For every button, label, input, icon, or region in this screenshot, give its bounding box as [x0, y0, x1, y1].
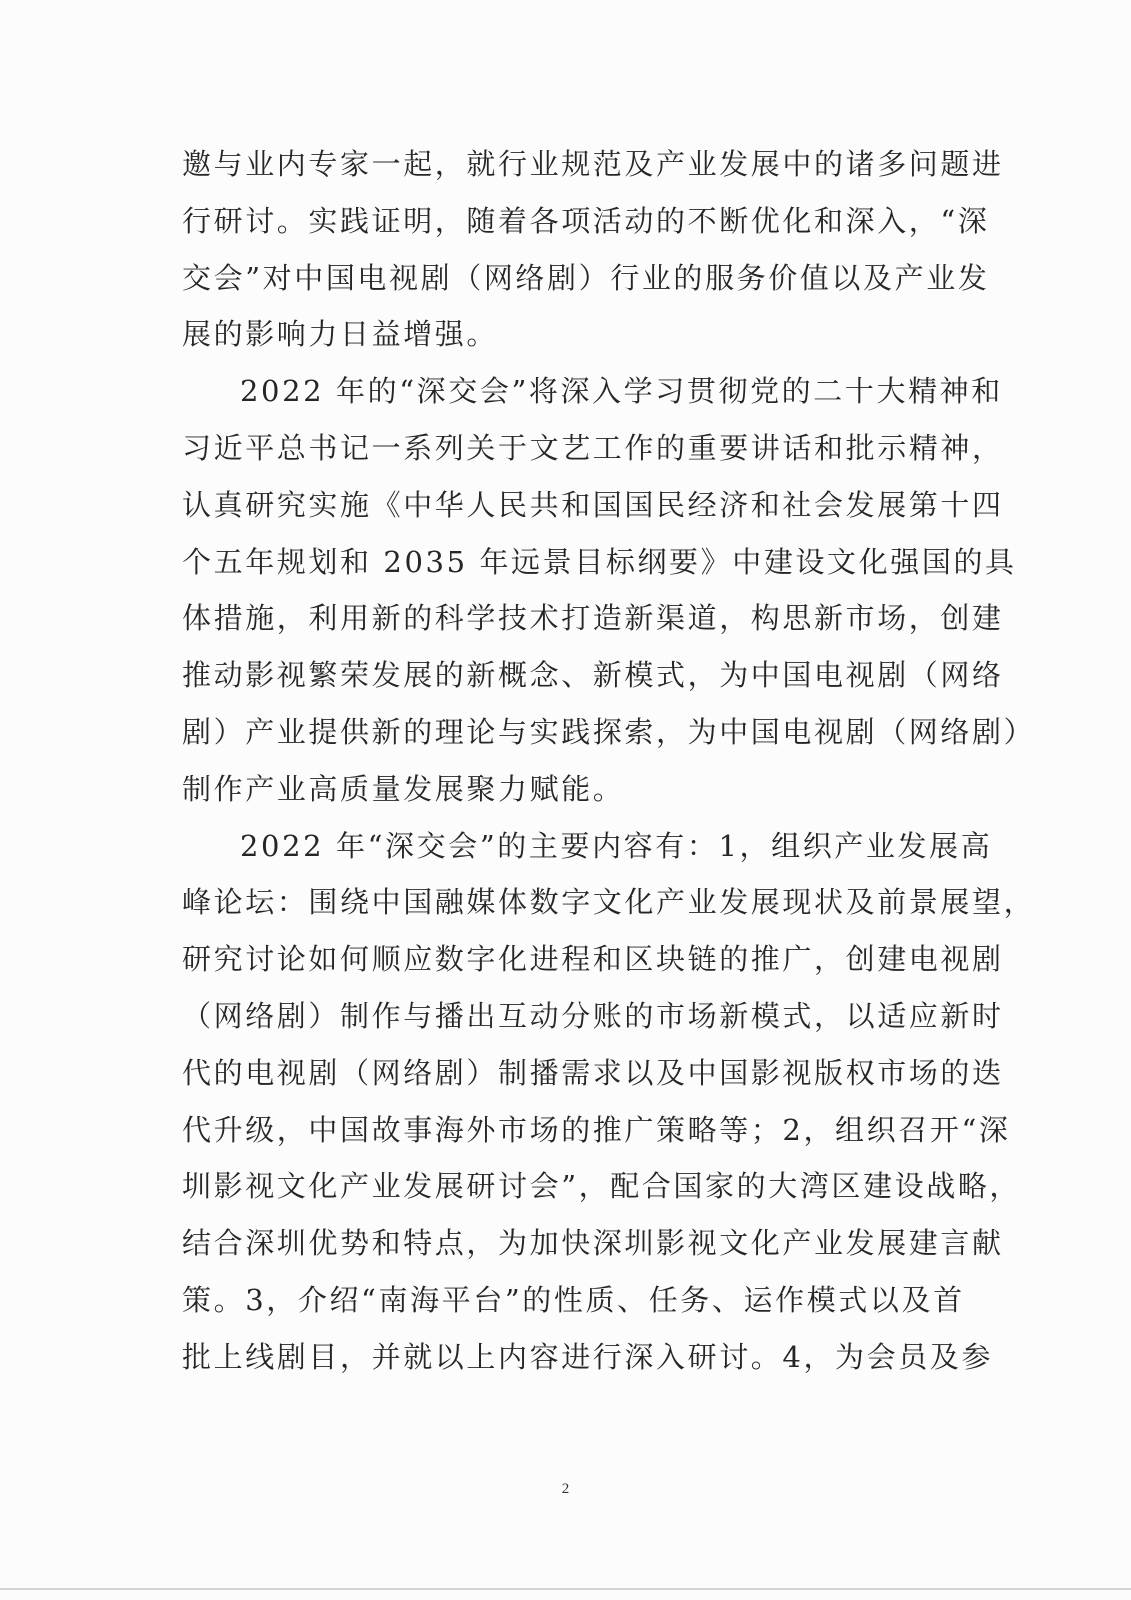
text-line: 制作产业高质量发展聚力赋能。 [182, 771, 625, 806]
text-line: 策。3，介绍“南海平台”的性质、任务、运作模式以及首 [182, 1282, 965, 1317]
text-line: 认真研究实施《中华人民共和国国民经济和社会发展第十四 [182, 487, 1004, 522]
body-text [182, 136, 1036, 1386]
text-line: 峰论坛：围绕中国融媒体数字文化产业发展现状及前景展望， [182, 885, 1036, 920]
text-line: 结合深圳优势和特点，为加快深圳影视文化产业发展建言献 [182, 1226, 1004, 1261]
paragraph-1 [182, 136, 1004, 363]
text-line: 代的电视剧（网络剧）制播需求以及中国影视版权市场的迭 [182, 1055, 1004, 1090]
text-line: 2022 年“深交会”的主要内容有：1，组织产业发展高 [240, 828, 993, 863]
paragraph-3 [182, 818, 1036, 1386]
text-line: 推动影视繁荣发展的新概念、新模式，为中国电视剧（网络 [182, 658, 1004, 693]
text-line: 圳影视文化产业发展研讨会”，配合国家的大湾区建设战略， [182, 1169, 1022, 1204]
text-line: 2022 年的“深交会”将深入学习贯彻党的二十大精神和 [240, 374, 1003, 409]
text-line: 个五年规划和 2035 年远景目标纲要》中建设文化强国的具 [182, 544, 1017, 579]
paragraph-2 [182, 363, 1036, 817]
text-line: 交会”对中国电视剧（网络剧）行业的服务价值以及产业发 [182, 260, 990, 295]
scan-edge-divider [0, 1588, 1131, 1590]
text-line: 邀与业内专家一起，就行业规范及产业发展中的诸多问题进 [182, 147, 1004, 181]
text-line: （网络剧）制作与播出互动分账的市场新模式，以适应新时 [182, 998, 1004, 1033]
text-line: 代升级，中国故事海外市场的推广策略等；2，组织召开“深 [182, 1112, 1011, 1147]
page-number: 2 [561, 1481, 570, 1497]
text-line: 剧）产业提供新的理论与实践探索，为中国电视剧（网络剧） [182, 714, 1036, 749]
text-line: 研究讨论如何顺应数字化进程和区块链的推广，创建电视剧 [182, 942, 1004, 977]
text-line: 批上线剧目，并就以上内容进行深入研讨。4，为会员及参 [182, 1339, 994, 1374]
text-line: 习近平总书记一系列关于文艺工作的重要讲话和批示精神， [182, 430, 1004, 465]
text-line: 体措施，利用新的科学技术打造新渠道，构思新市场，创建 [182, 601, 1004, 636]
text-line: 行研讨。实践证明，随着各项活动的不断优化和深入，“深 [182, 203, 990, 238]
text-line: 展的影响力日益增强。 [182, 317, 499, 352]
